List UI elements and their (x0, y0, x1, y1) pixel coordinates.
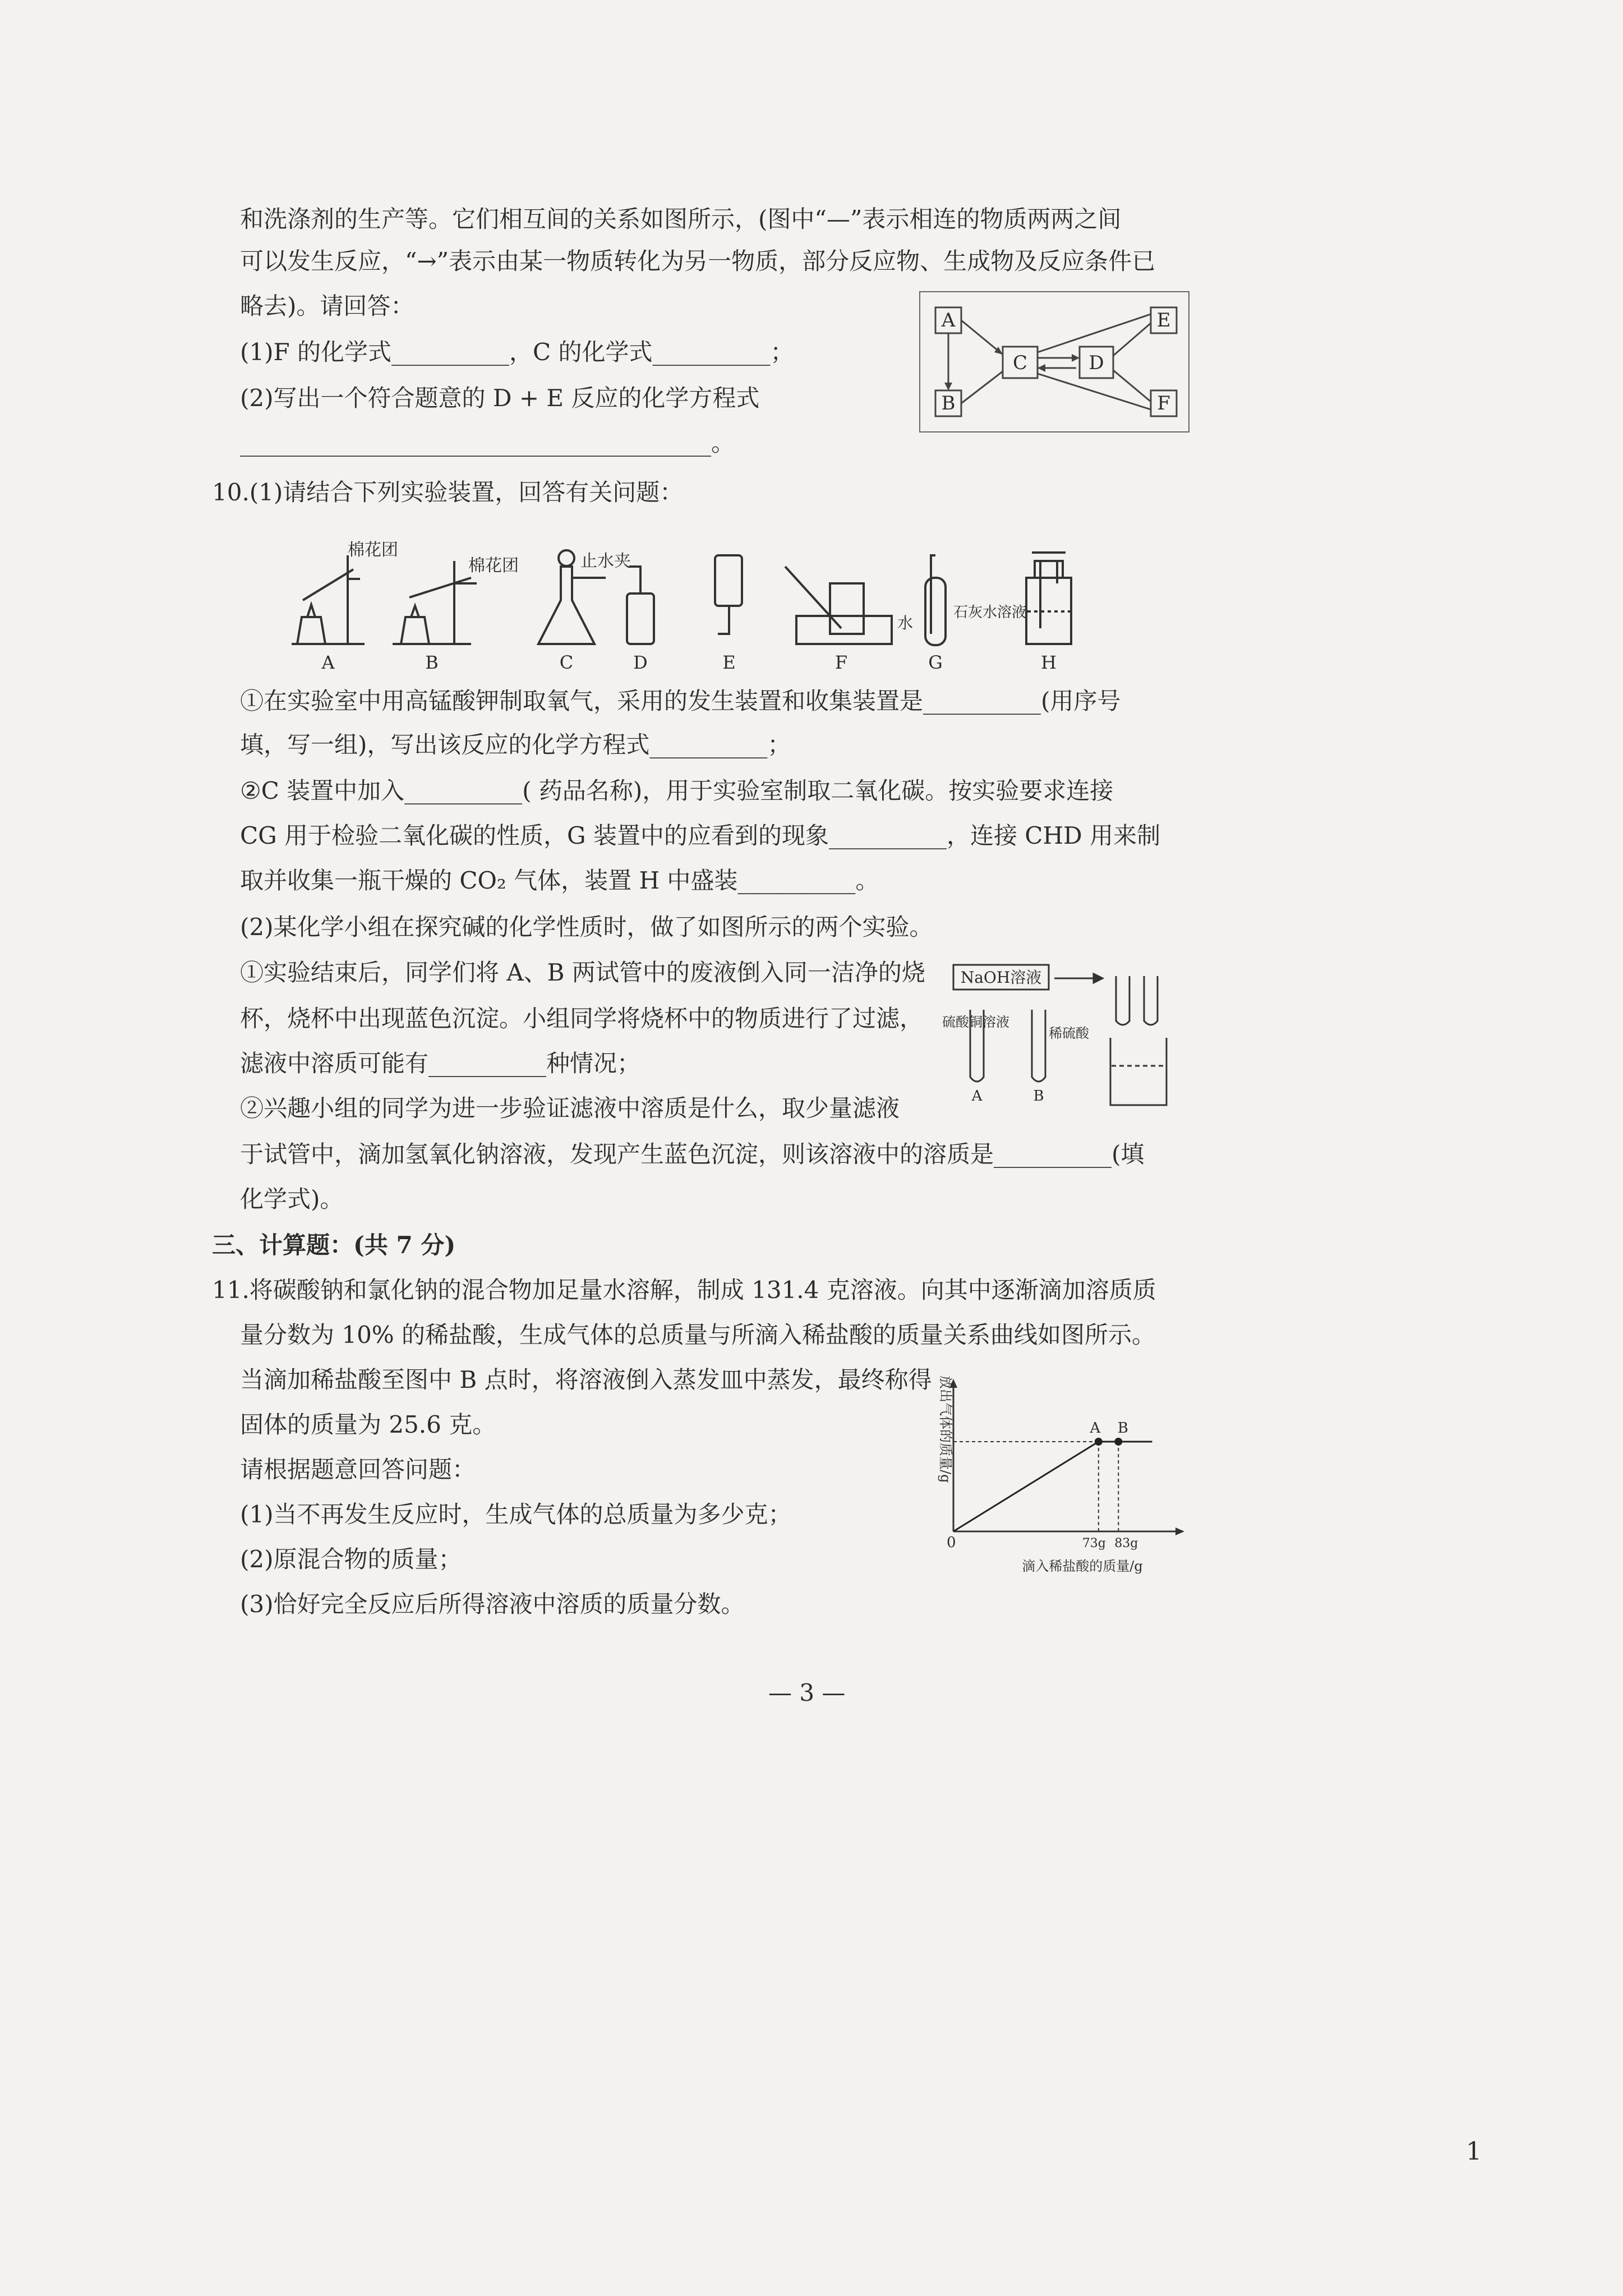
q9-line-3: 略去)。请回答： (240, 292, 414, 320)
q10-line-4: ②C 装置中加入__________( 药品名称)，用于实验室制取二氧化碳。按实验要求连接 (240, 777, 1114, 804)
x-tick-83: 83g (1114, 1536, 1138, 1550)
letter-f: F (834, 652, 848, 673)
q10-line-13: 化学式)。 (240, 1185, 344, 1213)
q10-line-5: CG 用于检验二氧化碳的性质，G 装置中的应看到的现象__________，连接 CHD 用来制 (240, 822, 1161, 849)
q11-line-5: 请根据题意回答问题： (240, 1456, 476, 1483)
section-3-title: 三、计算题：(共 7 分) (212, 1231, 456, 1259)
apparatus-e (715, 555, 742, 634)
gas-mass-chart (931, 1369, 1189, 1576)
letter-a: A (321, 652, 335, 673)
q9-line-1: 和洗涤剂的生产等。它们相互间的关系如图所示，(图中“—”表示相连的物质两两之间 (240, 205, 1122, 233)
label-cuso4: 硫酸铜溶液 (942, 1014, 1009, 1030)
q10-line-2: ①在实验室中用高锰酸钾制取氧气，采用的发生装置和收集装置是__________(用序号 (240, 687, 1121, 715)
node-d: D (1089, 352, 1104, 374)
letter-d: D (633, 652, 648, 673)
apparatus-a (292, 555, 365, 644)
apparatus-b (393, 561, 477, 644)
q11-line-7: (2)原混合物的质量； (240, 1545, 462, 1573)
series-line (953, 1442, 1152, 1531)
q9-line-6: ________________________________________。 (240, 429, 735, 457)
q10-line-3: 填，写一组)，写出该反应的化学方程式__________； (240, 731, 791, 758)
chart-xlabel: 滴入稀盐酸的质量/g (1022, 1558, 1143, 1574)
tube-b-label: B (1033, 1088, 1044, 1105)
x-axis-arrow (1175, 1527, 1184, 1535)
label-cotton-b: 棉花团 (468, 556, 519, 576)
letter-h: H (1041, 652, 1057, 673)
q11-line-2: 量分数为 10% 的稀盐酸，生成气体的总质量与所滴入稀盐酸的质量关系曲线如图所示。 (240, 1321, 1156, 1349)
point-b (1114, 1438, 1122, 1446)
node-e: E (1156, 309, 1171, 332)
q9-line-4: (1)F 的化学式__________，C 的化学式__________； (240, 338, 794, 366)
q10-line-12: 于试管中，滴加氢氧化钠溶液，发现产生蓝色沉淀，则该溶液中的溶质是__________(填 (240, 1140, 1145, 1168)
apparatus-figure (280, 540, 1110, 673)
q9-line-5: (2)写出一个符合题意的 D + E 反应的化学方程式 (240, 384, 760, 412)
node-c: C (1012, 352, 1028, 374)
q10-line-11: ②兴趣小组的同学为进一步验证滤液中溶质是什么，取少量滤液 (240, 1094, 900, 1122)
q11-line-3: 当滴加稀盐酸至图中 B 点时，将溶液倒入蒸发皿中蒸发，最终称得 (240, 1366, 932, 1393)
label-naoh: NaOH溶液 (960, 968, 1042, 987)
node-a: A (941, 309, 956, 332)
point-a (1095, 1438, 1103, 1446)
apparatus-d (627, 567, 654, 644)
node-f: F (1157, 392, 1170, 415)
q11-line-1: 11.将碳酸钠和氯化钠的混合物加足量水溶解，制成 131.4 克溶液。向其中逐渐滴加溶质质 (212, 1276, 1156, 1304)
label-cotton-a: 棉花团 (348, 540, 398, 560)
q10-line-7: (2)某化学小组在探究碱的化学性质时，做了如图所示的两个实验。 (240, 913, 933, 941)
q10-line-10: 滤液中溶质可能有__________种情况； (240, 1050, 641, 1077)
x-tick-73: 73g (1082, 1536, 1106, 1550)
q11-line-4: 固体的质量为 25.6 克。 (240, 1411, 496, 1438)
base-experiment-figure (942, 954, 1189, 1122)
q9-line-2: 可以发生反应，“→”表示由某一物质转化为另一物质，部分反应物、生成物及反应条件已 (240, 247, 1156, 275)
apparatus-f (785, 567, 892, 644)
apparatus-h (1026, 553, 1071, 644)
letter-b: B (425, 652, 439, 673)
letter-g: G (928, 652, 943, 673)
q10-line-6: 取并收集一瓶干燥的 CO₂ 气体，装置 H 中盛装__________。 (240, 867, 879, 894)
letter-e: E (722, 652, 736, 673)
node-b: B (941, 392, 956, 415)
q11-line-6: (1)当不再发生反应时，生成气体的总质量为多少克； (240, 1501, 792, 1528)
q11-line-8: (3)恰好完全反应后所得溶液中溶质的质量分数。 (240, 1590, 745, 1618)
apparatus-g (925, 555, 946, 645)
relation-diagram (920, 292, 1189, 432)
label-clamp: 止水夹 (580, 551, 631, 571)
label-limewater: 石灰水溶液 (953, 604, 1027, 621)
q10-line-8: ①实验结束后，同学们将 A、B 两试管中的废液倒入同一洁净的烧 (240, 959, 925, 986)
chart-origin-label: 0 (947, 1534, 956, 1551)
tube-a-label: A (971, 1088, 983, 1105)
label-water: 水 (897, 614, 914, 632)
q10-line-9: 杯，烧杯中出现蓝色沉淀。小组同学将烧杯中的物质进行了过滤， (240, 1005, 924, 1032)
point-b-label: B (1117, 1420, 1128, 1437)
letter-c: C (559, 652, 574, 673)
page-number: 1 (1466, 2137, 1482, 2166)
q10-heading: 10.(1)请结合下列实验装置，回答有关问题： (212, 478, 684, 506)
label-h2so4: 稀硫酸 (1049, 1025, 1089, 1041)
chart-ylabel: 放出气体的质量/g (938, 1375, 953, 1483)
page-mark: — 3 — (768, 1679, 846, 1706)
point-a-label: A (1090, 1420, 1101, 1437)
